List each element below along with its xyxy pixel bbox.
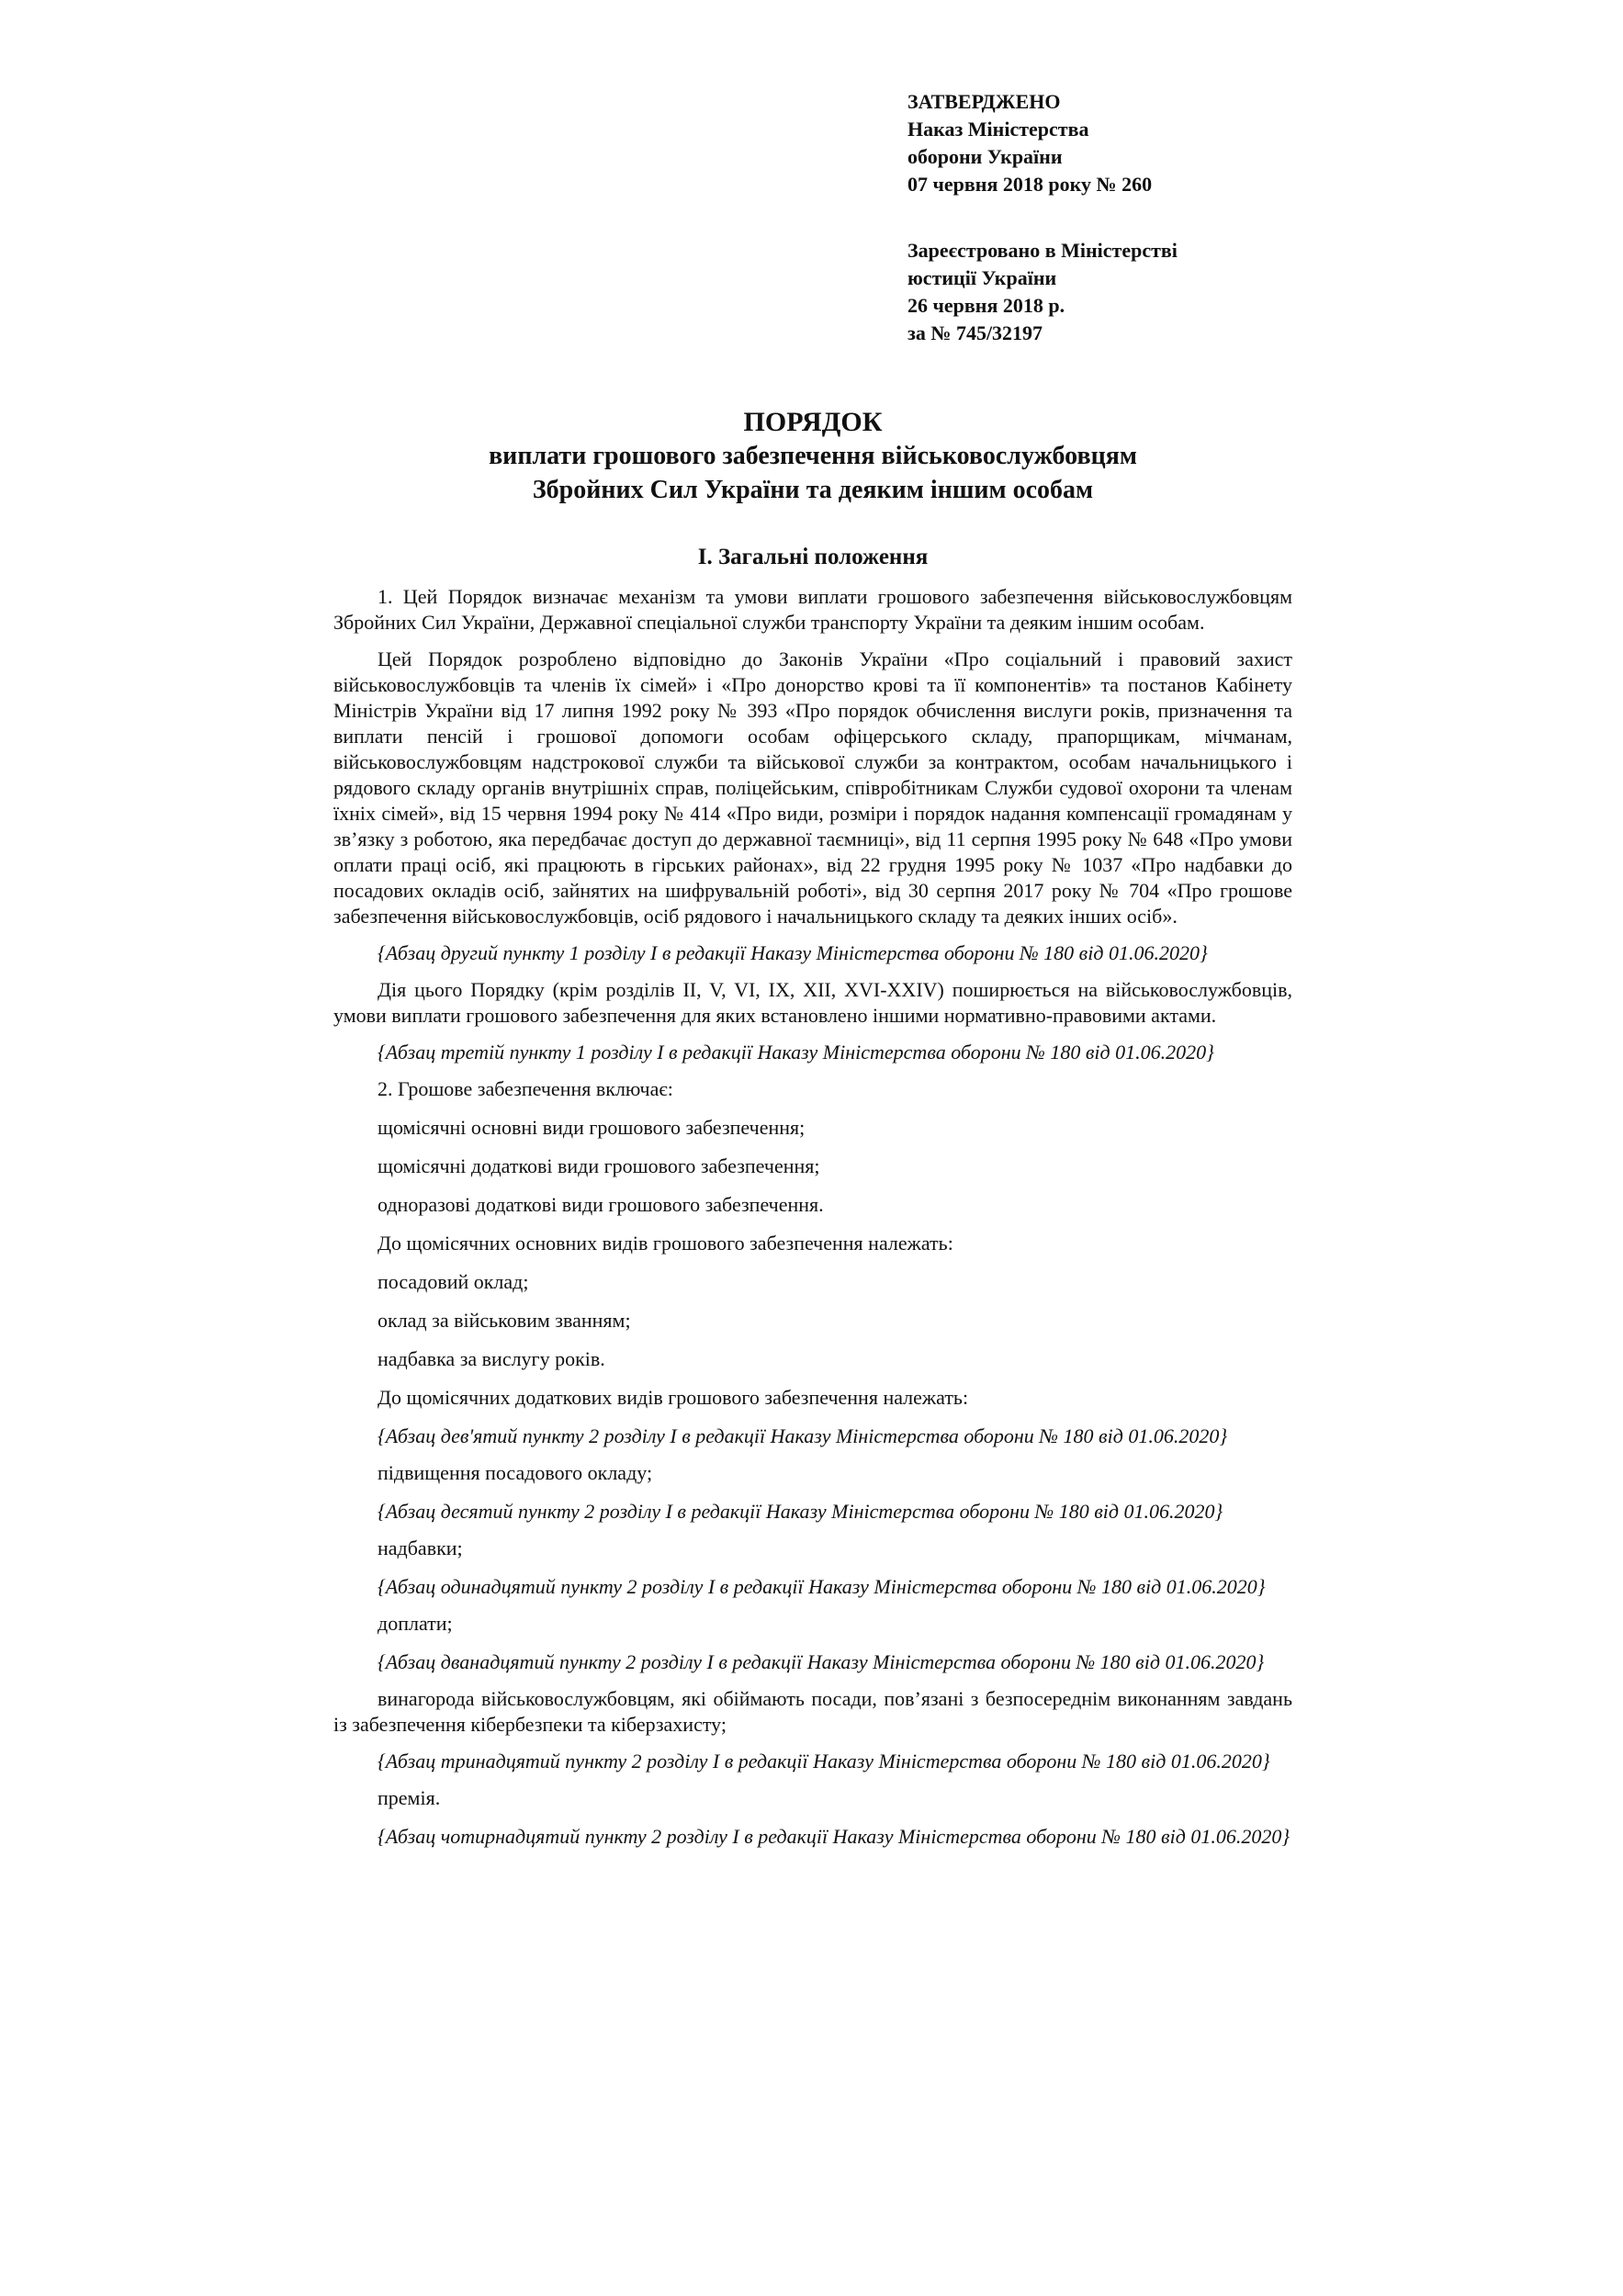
paragraph: До щомісячних додаткових видів грошового забезпечення належать: <box>378 1386 969 1409</box>
paragraph: оклад за військовим званням; <box>378 1309 631 1332</box>
registration-line: 26 червня 2018 р. <box>907 294 1065 317</box>
approval-line: оборони України <box>907 145 1063 168</box>
paragraph: доплати; <box>378 1612 453 1635</box>
amendment-note: {Абзац дев'ятий пункту 2 розділу I в редакції Наказу Міністерства оборони № 180 від 01.06.2020} <box>378 1424 1228 1447</box>
approval-line: Наказ Міністерства <box>907 118 1089 141</box>
paragraph: щомісячні основні види грошового забезпечення; <box>378 1116 806 1139</box>
approval-line: 07 червня 2018 року № 260 <box>907 173 1153 196</box>
amendment-note: {Абзац одинадцятий пункту 2 розділу I в редакції Наказу Міністерства оборони № 180 від 01.06.2020} <box>378 1575 1266 1598</box>
document-page <box>333 88 1292 1861</box>
section-heading: I. Загальні положення <box>697 545 929 569</box>
paragraph: щомісячні додаткові види грошового забезпечення; <box>378 1154 820 1177</box>
approval-line: ЗАТВЕРДЖЕНО <box>907 90 1061 113</box>
paragraph: До щомісячних основних видів грошового забезпечення належать: <box>378 1232 953 1255</box>
title-line: ПОРЯДОК <box>743 407 883 437</box>
amendment-note: {Абзац другий пункту 1 розділу I в редакції Наказу Міністерства оборони № 180 від 01.06.2020} <box>378 941 1208 964</box>
document-body <box>333 584 1292 1850</box>
amendment-note: {Абзац десятий пункту 2 розділу I в редакції Наказу Міністерства оборони № 180 від 01.06.2020} <box>378 1500 1223 1523</box>
paragraph: підвищення посадового окладу; <box>378 1461 653 1484</box>
paragraph: винагорода військовослужбовцям, які обіймають посади, пов’язані з безпосереднім виконанням завдань із забезпечення кібербезпеки та кіберзахисту; <box>333 1687 1292 1736</box>
registration-line: за № 745/32197 <box>907 321 1043 344</box>
amendment-note: {Абзац дванадцятий пункту 2 розділу I в редакції Наказу Міністерства оборони № 180 від 01.06.2020} <box>378 1650 1265 1673</box>
paragraph: надбавка за вислугу років. <box>378 1347 605 1370</box>
paragraph: надбавки; <box>378 1536 463 1559</box>
title-line: виплати грошового забезпечення військовослужбовцям <box>489 442 1137 470</box>
paragraph: премія. <box>378 1786 441 1809</box>
approval-gap <box>907 198 1292 237</box>
paragraph: Цей Порядок розроблено відповідно до Законів України «Про соціальний і правовий захист військовослужбовців та членів їх сімей» і «Про донорство крові та її компонентів» та постанов Кабінету Міністрів України від 17 липня 1992 року № 393 «Про порядок обчислення вислуги років, призначення та виплати пенсій і грошової допомоги особам офіцерського складу, прапорщикам, мічманам, військовослужбовцям надстрокової служби та військової служби за контрактом, особам начальницького і рядового складу органів внутрішніх справ, поліцейським, співробітникам Служби судової охорони та членам їхніх сімей», від 15 червня 1994 року № 414 «Про види, розміри і порядок надання компенсації громадянам у зв’язку з роботою, яка передбачає доступ до державної таємниці», від 11 серпня 1995 року № 648 «Про умови оплати праці осіб, які працюють в гірських районах», від 22 грудня 1995 року № 1037 «Про надбавки до посадових окладів осіб, зайнятих на шифрувальній роботі», від 30 серпня 2017 року № 704 «Про грошове забезпечення військовослужбовців, осіб рядового і начальницького складу та деяких інших осіб». <box>333 647 1292 928</box>
amendment-note: {Абзац чотирнадцятий пункту 2 розділу I в редакції Наказу Міністерства оборони № 180 від 01.06.2020} <box>378 1825 1291 1848</box>
paragraph: посадовий оклад; <box>378 1270 529 1293</box>
paragraph: Дія цього Порядку (крім розділів II, V, VI, IX, XII, XVI-XXIV) поширюється на військовослужбовців, умови виплати грошового забезпечення для яких встановлено іншими нормативно-правовими актами. <box>333 978 1292 1027</box>
amendment-note: {Абзац тринадцятий пункту 2 розділу I в редакції Наказу Міністерства оборони № 180 від 01.06.2020} <box>378 1750 1270 1773</box>
paragraph: одноразові додаткові види грошового забезпечення. <box>378 1193 824 1216</box>
approval-block <box>907 88 1292 347</box>
registration-line: юстиції України <box>907 266 1057 289</box>
registration-line: Зареєстровано в Міністерстві <box>907 239 1178 262</box>
paragraph: 1. Цей Порядок визначає механізм та умови виплати грошового забезпечення військовослужбовцям Збройних Сил України, Державної спеціальної служби транспорту України та деяким іншим особам. <box>333 585 1292 634</box>
document-title <box>333 406 1292 507</box>
title-line: Збройних Сил України та деяким іншим особам <box>532 476 1094 504</box>
paragraph: 2. Грошове забезпечення включає: <box>378 1077 673 1100</box>
amendment-note: {Абзац третій пункту 1 розділу I в редакції Наказу Міністерства оборони № 180 від 01.06.2020} <box>378 1041 1214 1064</box>
